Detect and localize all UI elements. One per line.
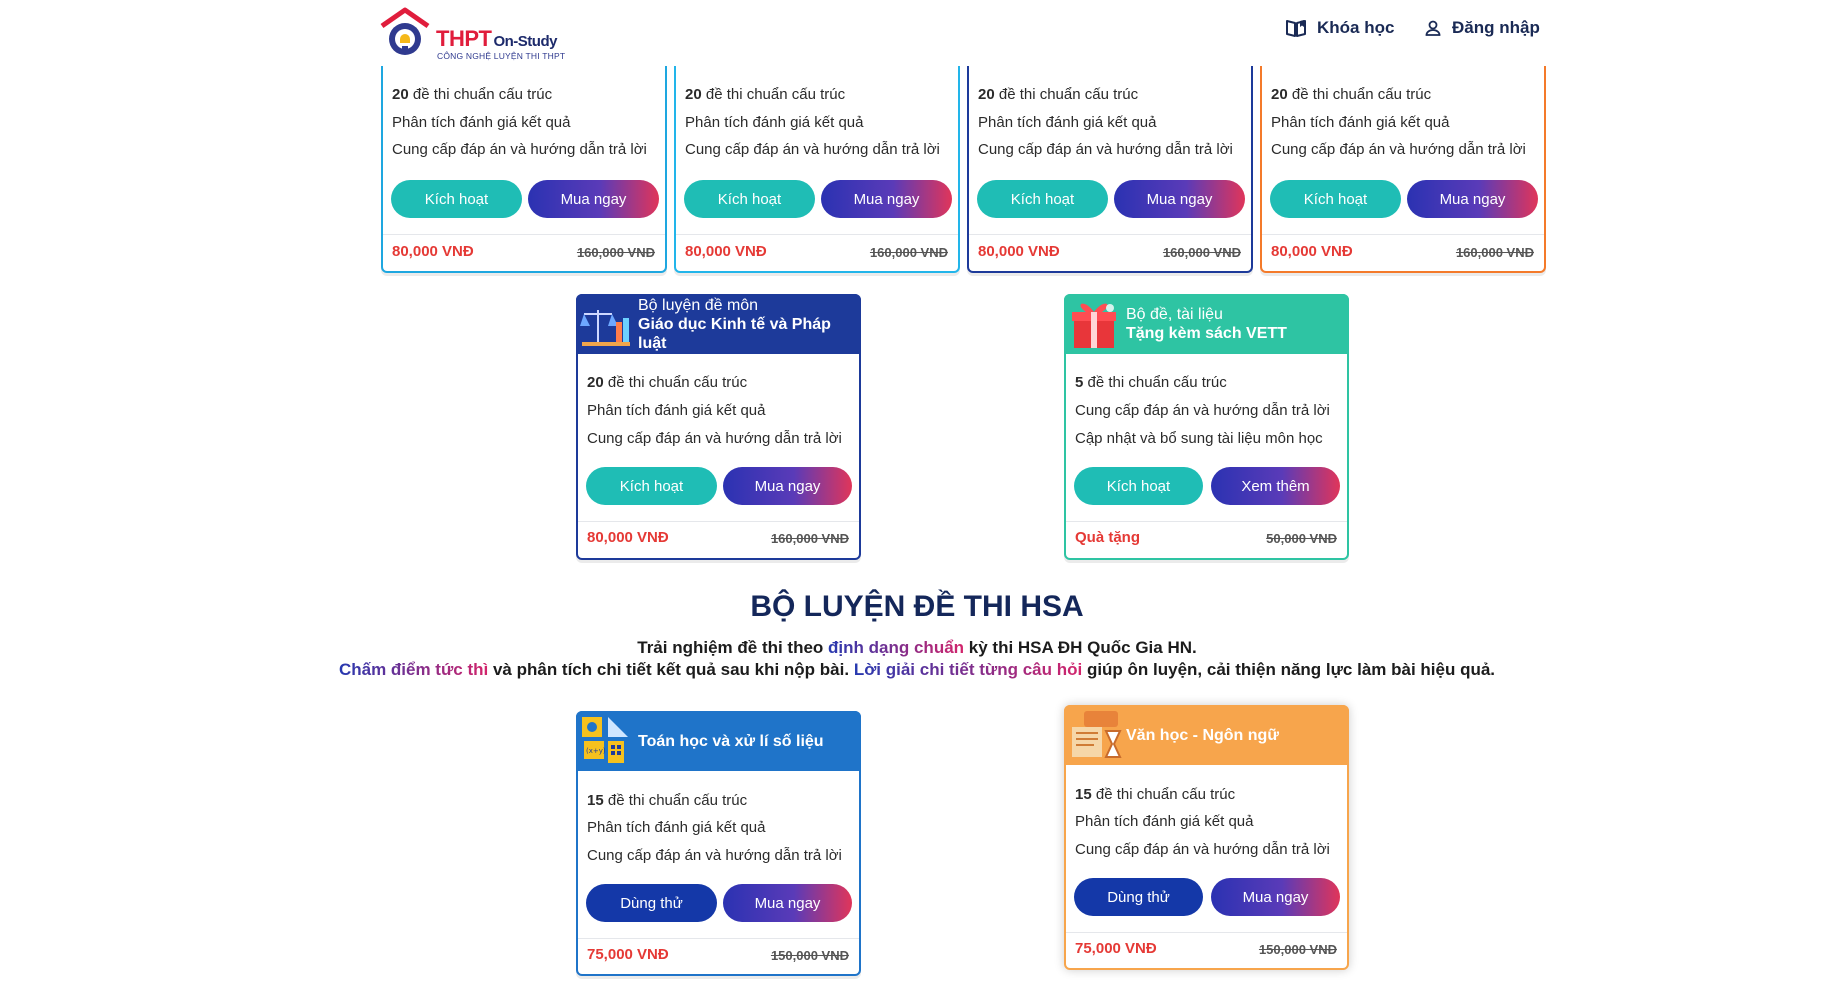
course-card-literature <box>1064 705 1349 970</box>
feature-item: Cung cấp đáp án và hướng dẫn trả lời <box>587 430 842 447</box>
card-title: Toán học và xử lí số liệu <box>638 732 824 750</box>
old-price: 160,000 VNĐ <box>1162 245 1241 260</box>
book-open-icon <box>1285 18 1307 38</box>
old-price: 160,000 VNĐ <box>576 245 655 260</box>
svg-text:(x+y): (x+y) <box>586 747 606 755</box>
card-title: Bộ đề, tài liệu <box>1126 306 1223 323</box>
price: 80,000 VNĐ <box>587 529 669 546</box>
card-subtitle: Giáo dục Kinh tế và Pháp luật <box>638 315 831 352</box>
course-card-gdkt <box>576 294 861 560</box>
feature-item: Cung cấp đáp án và hướng dẫn trả lời <box>392 141 647 158</box>
feature-item: Cung cấp đáp án và hướng dẫn trả lời <box>587 847 842 864</box>
old-price: 50,000 VNĐ <box>1266 531 1337 546</box>
feature-item: Phân tích đánh giá kết quả <box>1075 813 1254 830</box>
feature-item: Cung cấp đáp án và hướng dẫn trả lời <box>685 141 940 158</box>
card-subtitle: Tặng kèm sách VETT <box>1126 325 1287 342</box>
price: 75,000 VNĐ <box>1075 940 1157 957</box>
course-card-gift <box>1064 294 1349 560</box>
price: 80,000 VNĐ <box>978 243 1060 260</box>
try-button[interactable]: Dùng thử <box>586 884 717 922</box>
feature-item: Phân tích đánh giá kết quả <box>1271 114 1450 131</box>
activate-button[interactable]: Kích hoạt <box>684 180 815 218</box>
feature-item: Phân tích đánh giá kết quả <box>978 114 1157 131</box>
card-header <box>576 711 861 771</box>
calculator-ruler-icon <box>576 711 638 771</box>
nav-courses-link[interactable] <box>1285 18 1394 38</box>
old-price: 150,000 VNĐ <box>1258 942 1337 957</box>
feature-count: 20 đề thi chuẩn cấu trúc <box>978 86 1139 103</box>
nav-courses-label: Khóa học <box>1317 18 1395 37</box>
buy-now-button[interactable]: Mua ngay <box>1407 180 1538 218</box>
buy-now-button[interactable]: Mua ngay <box>528 180 659 218</box>
buy-now-button[interactable]: Mua ngay <box>723 467 852 505</box>
feature-count: 20 đề thi chuẩn cấu trúc <box>392 86 553 103</box>
feature-item: Phân tích đánh giá kết quả <box>587 819 766 836</box>
buy-now-button[interactable]: Mua ngay <box>1114 180 1245 218</box>
nav-login-label: Đăng nhập <box>1452 18 1540 37</box>
site-logo[interactable] <box>378 4 578 62</box>
see-more-button[interactable]: Xem thêm <box>1211 467 1340 505</box>
logo-bulb-icon <box>378 6 432 60</box>
user-icon <box>1424 19 1442 37</box>
section-description-line1: Trải nghiệm đề thi theo định dạng chuẩn kỳ thi HSA ĐH Quốc Gia HN. <box>637 638 1197 657</box>
logo-text: THPT On-Study <box>436 26 557 51</box>
old-price: 150,000 VNĐ <box>770 948 849 963</box>
price: 80,000 VNĐ <box>392 243 474 260</box>
course-card <box>674 56 960 273</box>
section-title: BỘ LUYỆN ĐỀ THI HSA <box>750 590 1084 623</box>
course-card-math <box>576 711 861 976</box>
old-price: 160,000 VNĐ <box>770 531 849 546</box>
feature-count: 5 đề thi chuẩn cấu trúc <box>1075 374 1227 391</box>
course-card <box>381 56 667 273</box>
activate-button[interactable]: Kích hoạt <box>1270 180 1401 218</box>
logo-tagline: CÔNG NGHỆ LUYỆN THI THPT <box>437 51 566 61</box>
feature-item: Cung cấp đáp án và hướng dẫn trả lời <box>1075 402 1330 419</box>
card-header <box>576 294 861 354</box>
activate-button[interactable]: Kích hoạt <box>391 180 522 218</box>
activate-button[interactable]: Kích hoạt <box>586 467 717 505</box>
card-header <box>1064 294 1349 354</box>
feature-item: Cung cấp đáp án và hướng dẫn trả lời <box>1075 841 1330 858</box>
price: 80,000 VNĐ <box>1271 243 1353 260</box>
course-card <box>1260 56 1546 273</box>
feature-count: 20 đề thi chuẩn cấu trúc <box>685 86 846 103</box>
activate-button[interactable]: Kích hoạt <box>977 180 1108 218</box>
card-title: Bộ luyện đề môn <box>638 296 759 314</box>
try-button[interactable]: Dùng thử <box>1074 878 1203 916</box>
feature-item: Phân tích đánh giá kết quả <box>587 402 766 419</box>
scale-books-icon <box>576 294 638 354</box>
nav-login-link[interactable] <box>1424 18 1540 38</box>
feature-item: Phân tích đánh giá kết quả <box>685 114 864 131</box>
feature-item: Cập nhật và bổ sung tài liệu môn học <box>1075 430 1323 447</box>
old-price: 160,000 VNĐ <box>1455 245 1534 260</box>
feature-count: 15 đề thi chuẩn cấu trúc <box>587 792 748 809</box>
feature-count: 15 đề thi chuẩn cấu trúc <box>1075 786 1236 803</box>
feature-count: 20 đề thi chuẩn cấu trúc <box>1271 86 1432 103</box>
section-description-line2: Chấm điểm tức thì và phân tích chi tiết kết quả sau khi nộp bài. Lời giải chi tiết từng câu hỏi giúp ôn luyện, cải thiện năng lực làm bài hiệu quả. <box>338 660 1496 679</box>
buy-now-button[interactable]: Mua ngay <box>1211 878 1340 916</box>
feature-item: Cung cấp đáp án và hướng dẫn trả lời <box>1271 141 1526 158</box>
gift-label: Quà tặng <box>1075 529 1141 546</box>
price: 80,000 VNĐ <box>685 243 767 260</box>
hourglass-book-icon <box>1064 705 1126 765</box>
feature-item: Phân tích đánh giá kết quả <box>392 114 571 131</box>
site-header <box>0 0 1834 66</box>
buy-now-button[interactable]: Mua ngay <box>821 180 952 218</box>
gift-box-icon <box>1064 294 1126 354</box>
card-title: Văn học - Ngôn ngữ <box>1126 726 1279 744</box>
card-header <box>1064 705 1349 765</box>
price: 75,000 VNĐ <box>587 946 669 963</box>
buy-now-button[interactable]: Mua ngay <box>723 884 852 922</box>
old-price: 160,000 VNĐ <box>869 245 948 260</box>
feature-count: 20 đề thi chuẩn cấu trúc <box>587 374 748 391</box>
course-card <box>967 56 1253 273</box>
feature-item: Cung cấp đáp án và hướng dẫn trả lời <box>978 141 1233 158</box>
activate-button[interactable]: Kích hoạt <box>1074 467 1203 505</box>
